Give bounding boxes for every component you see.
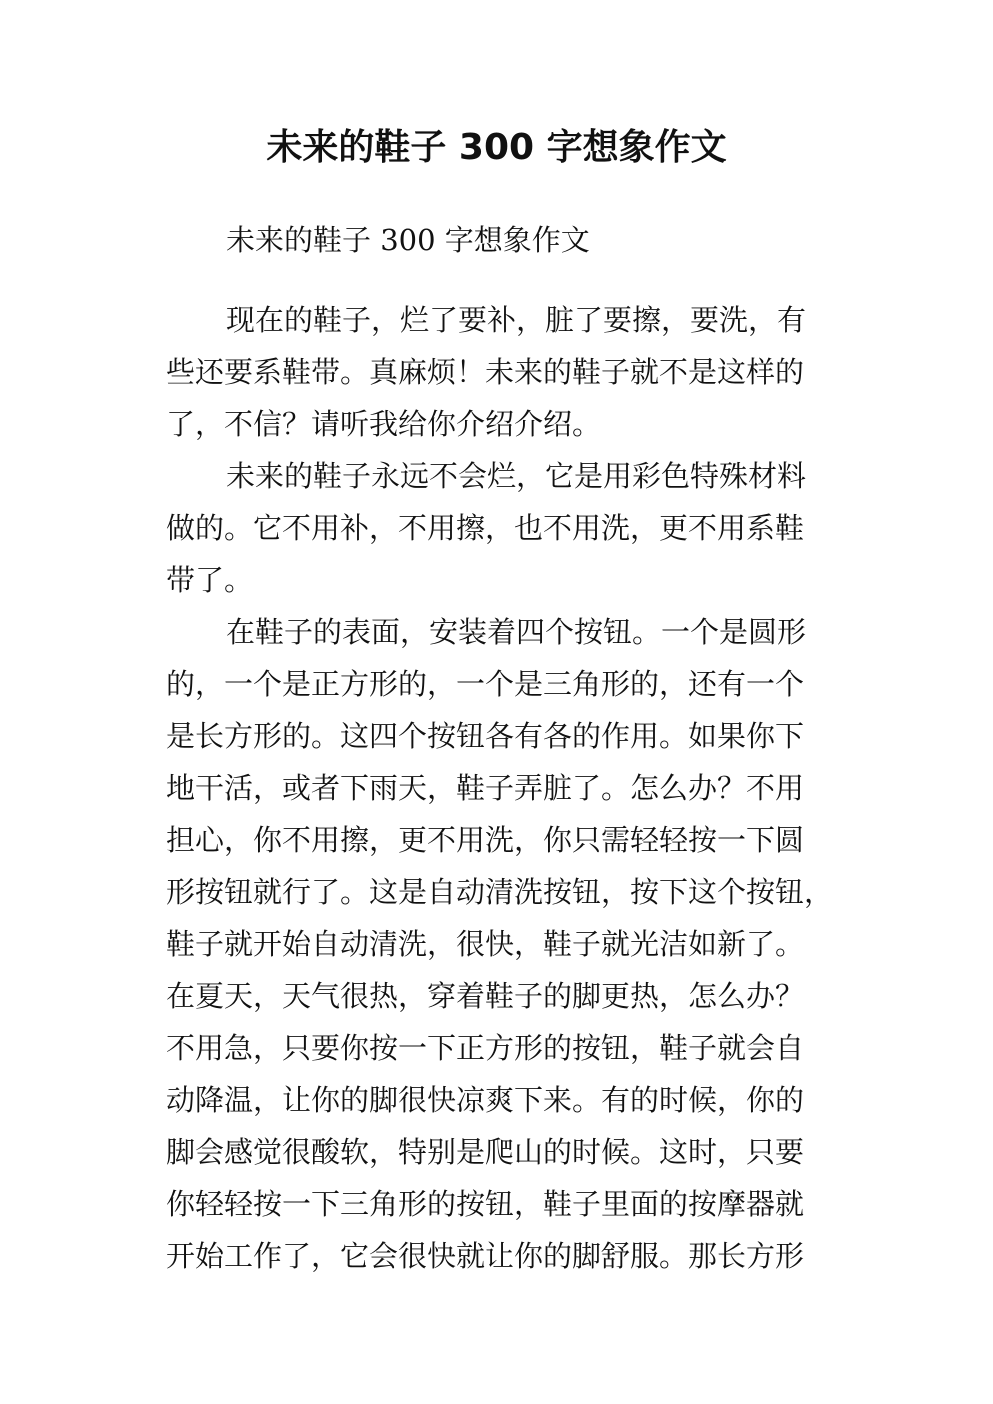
text-line: 开始工作了，它会很快就让你的脚舒服。那长方形: [166, 1239, 805, 1273]
document-title: 未来的鞋子 300 字想象作文: [266, 127, 727, 168]
text-line: 不用急，只要你按一下正方形的按钮，鞋子就会自: [166, 1031, 805, 1065]
text-line: 地干活，或者下雨天，鞋子弄脏了。怎么办？不用: [166, 771, 805, 805]
text-line: 未来的鞋子 300 字想象作文: [226, 223, 590, 257]
text-line: 你轻轻按一下三角形的按钮，鞋子里面的按摩器就: [166, 1187, 805, 1221]
text-line: 些还要系鞋带。真麻烦！未来的鞋子就不是这样的: [166, 355, 805, 389]
text-line: 现在的鞋子，烂了要补，脏了要擦，要洗，有: [226, 303, 807, 337]
text-line: 了，不信？请听我给你介绍介绍。: [166, 407, 602, 441]
text-line: 动降温，让你的脚很快凉爽下来。有的时候，你的: [166, 1083, 805, 1117]
text-line: 鞋子就开始自动清洗，很快，鞋子就光洁如新了。: [166, 927, 805, 961]
text-line: 在鞋子的表面，安装着四个按钮。一个是圆形: [226, 615, 807, 649]
text-line: 做的。它不用补，不用擦，也不用洗，更不用系鞋: [166, 511, 805, 545]
text-line: 带了。: [166, 563, 254, 597]
text-line: 的，一个是正方形的，一个是三角形的，还有一个: [166, 667, 805, 701]
text-line: 脚会感觉很酸软，特别是爬山的时候。这时，只要: [166, 1135, 805, 1169]
text-line: 担心，你不用擦，更不用洗，你只需轻轻按一下圆: [166, 823, 805, 857]
text-line: 形按钮就行了。这是自动清洗按钮，按下这个按钮，: [166, 875, 834, 909]
text-line: 在夏天，天气很热，穿着鞋子的脚更热，怎么办？: [166, 979, 805, 1013]
text-line: 未来的鞋子永远不会烂，它是用彩色特殊材料: [226, 459, 807, 493]
text-line: 是长方形的。这四个按钮各有各的作用。如果你下: [166, 719, 805, 753]
